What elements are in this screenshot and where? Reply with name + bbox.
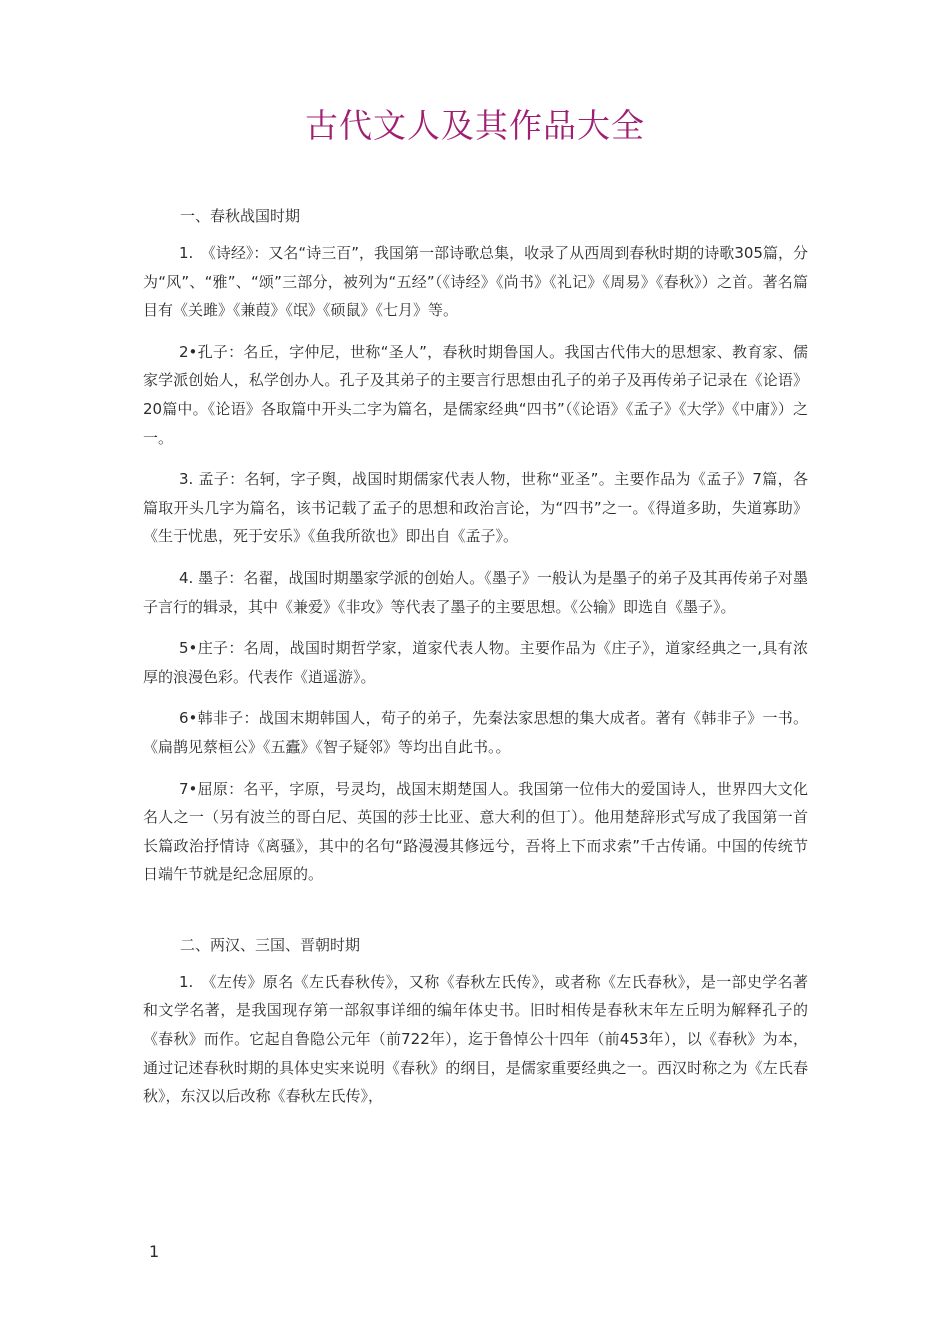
paragraph-mozi: 4. 墨子：名翟，战国时期墨家学派的创始人。《墨子》一般认为是墨子的弟子及其再传弟子对墨子言行的辑录，其中《兼爱》《非攻》等代表了墨子的主要思想。《公输》即选自《墨子》。 (143, 568, 808, 616)
paragraph-hanfeizi: 6•韩非子：战国末期韩国人，荀子的弟子，先秦法家思想的集大成者。著有《韩非子》一书。《扁鹊见蔡桓公》《五蠹》《智子疑邻》等均出自此书。。 (143, 709, 808, 756)
paragraph-mencius: 3. 孟子：名轲，字子舆，战国时期儒家代表人物，世称“亚圣”。主要作品为《孟子》7篇，各篇取开头几字为篇名，该书记载了孟子的思想和政治言论，为“四书”之一。《得道多助，失道寡助》《生于忧患，死于安乐》《鱼我所欲也》即出自《孟子》。 (143, 470, 808, 546)
paragraph-quyuan: 7•屈原：名平，字原，号灵均，战国末期楚国人。我国第一位伟大的爱国诗人，世界四大文化名人之一（另有波兰的哥白尼、英国的莎士比亚、意大利的但丁）。他用楚辞形式写成了我国第一首长篇政治抒情诗《离骚》，其中的名句“路漫漫其修远兮，吾将上下而求索”千古传诵。中国的传统节日端午节就是纪念屈原的。 (143, 779, 808, 884)
paragraph-zhuangzi: 5•庄子：名周，战国时期哲学家，道家代表人物。主要作品为《庄子》，道家经典之一,具有浓厚的浪漫色彩。代表作《逍遥游》。 (143, 639, 808, 686)
section-heading-spring-autumn: 一、春秋战国时期 (180, 207, 301, 225)
paragraph-confucius: 2•孔子：名丘，字仲尼，世称“圣人”，春秋时期鲁国人。我国古代伟大的思想家、教育家、儒家学派创始人，私学创办人。孔子及其弟子的主要言行思想由孔子的弟子及再传弟子记录在《论语》20篇中。《论语》各取篇中开头二字为篇名，是儒家经典“四书”（《论语》《孟子》《大学》《中庸》）之一。 (143, 342, 808, 447)
document-title: 古代文人及其作品大全 (305, 106, 645, 145)
document-body (143, 206, 808, 1111)
paragraph-shijing: 1. 《诗经》：又名“诗三百”，我国第一部诗歌总集，收录了从西周到春秋时期的诗歌305篇，分为“风”、“雅”、“颂”三部分，被列为“五经”（《诗经》《尚书》《礼记》《周易》《春秋》）之首。著名篇目有《关雎》《兼葭》《氓》《硕鼠》《七月》等。 (143, 244, 808, 320)
paragraph-zuozhuan: 1. 《左传》原名《左氏春秋传》，又称《春秋左氏传》，或者称《左氏春秋》，是一部史学名著和文学名著，是我国现存第一部叙事详细的编年体史书。旧时相传是春秋末年左丘明为解释孔子的《春秋》而作。它起自鲁隐公元年（前722年），迄于鲁悼公十四年（前453年），以《春秋》为本，通过记述春秋时期的具体史实来说明《春秋》的纲目，是儒家重要经典之一。西汉时称之为《左氏春秋》，东汉以后改称《春秋左氏传》， (143, 972, 808, 1106)
section-heading-han-jin: 二、两汉、三国、晋朝时期 (180, 935, 361, 954)
page-number: 1 (149, 1242, 160, 1261)
